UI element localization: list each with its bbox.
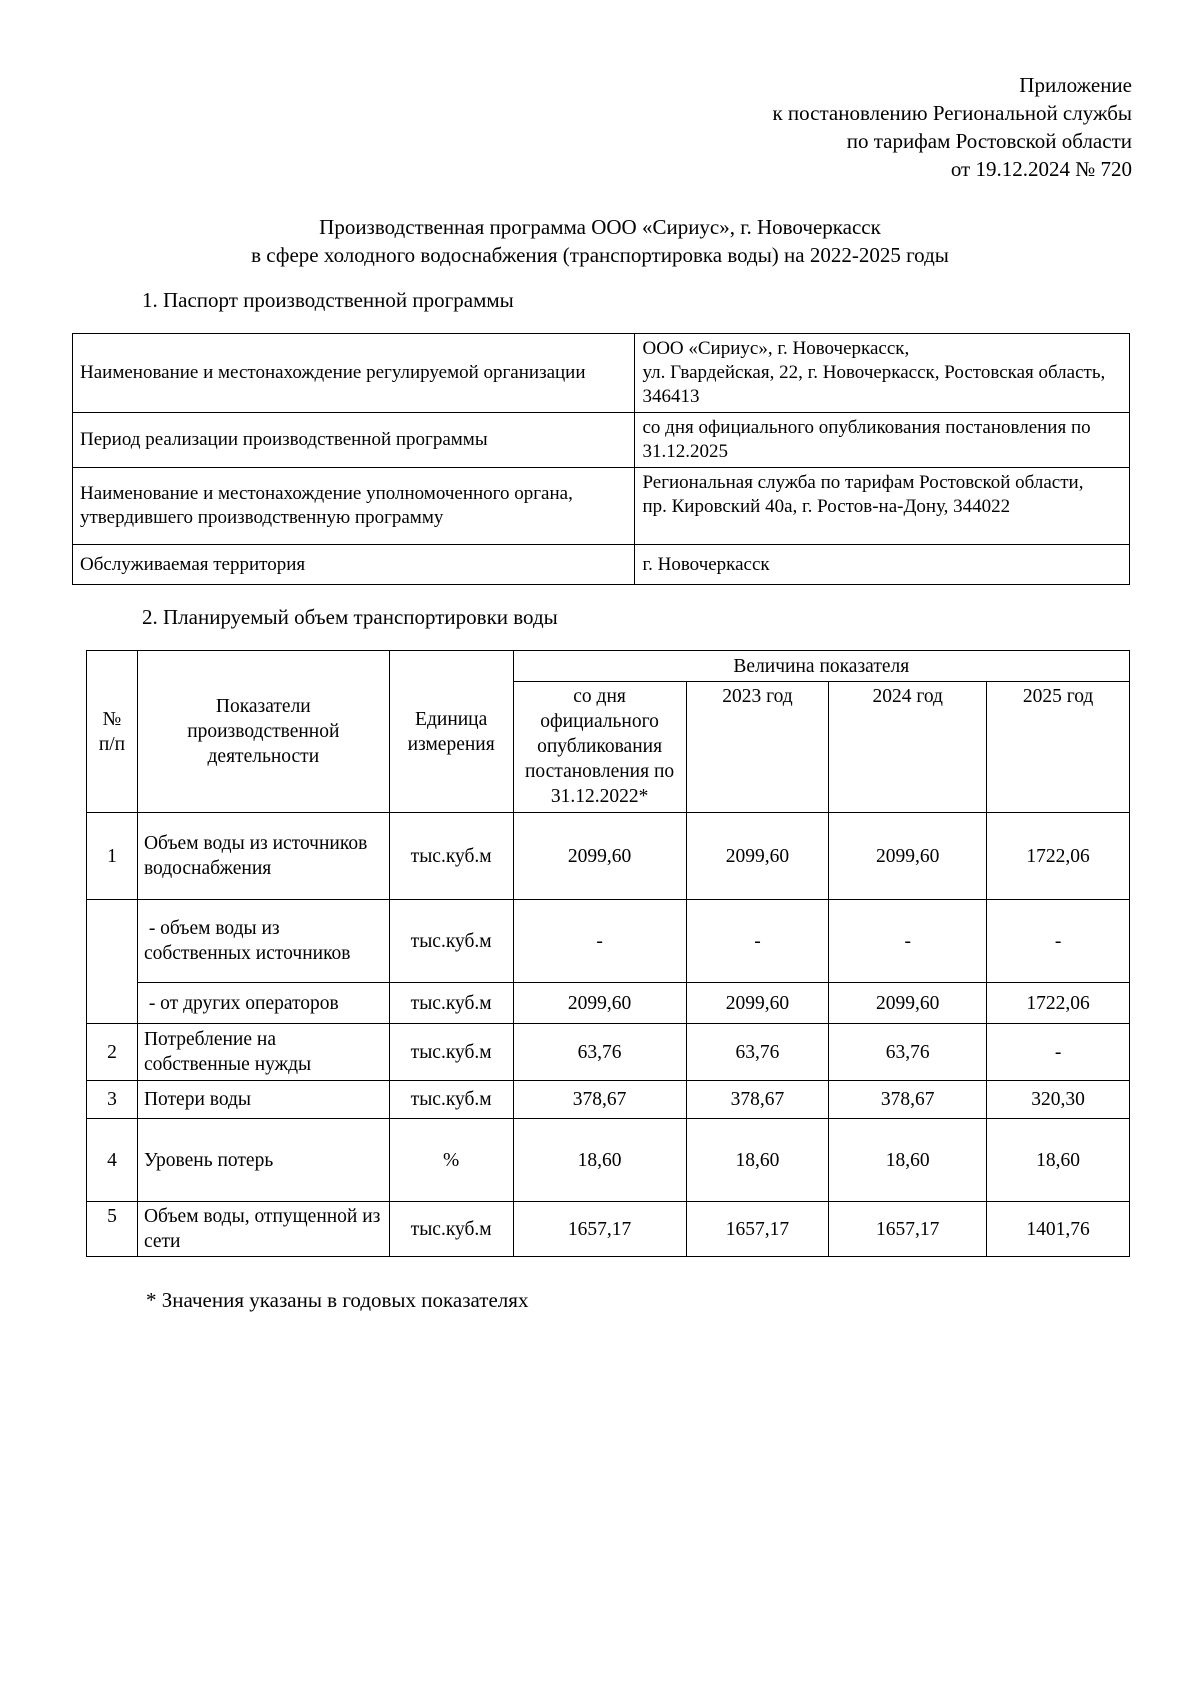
header-row — [87, 651, 1130, 682]
table-row — [87, 983, 1130, 1024]
header-value-group: Величина показателя — [513, 651, 1129, 682]
row-value: - — [987, 900, 1130, 983]
passport-value — [635, 468, 1130, 545]
passport-label: Наименование и местонахождение регулируемой организации — [73, 334, 635, 413]
table-row — [87, 813, 1130, 900]
row-value: 18,60 — [513, 1119, 686, 1202]
header-col-period-2022: со дня официального опубликования постановления по 31.12.2022* — [513, 682, 686, 813]
passport-value — [635, 545, 1130, 585]
row-value: 2099,60 — [513, 813, 686, 900]
row-value: 1657,17 — [686, 1202, 829, 1257]
row-value: 63,76 — [829, 1024, 987, 1081]
row-num: 5 — [87, 1202, 138, 1257]
header-unit: Единица измерения — [389, 651, 513, 813]
row-value: 320,30 — [987, 1081, 1130, 1119]
document-title — [0, 213, 1200, 269]
passport-label: Наименование и местонахождение уполномоченного органа, утвердившего производственную программу — [73, 468, 635, 545]
row-num: 4 — [87, 1119, 138, 1202]
row-unit: % — [389, 1119, 513, 1202]
row-value: 378,67 — [513, 1081, 686, 1119]
row-unit: тыс.куб.м — [389, 1202, 513, 1257]
appendix-line: по тарифам Ростовской области — [846, 129, 1132, 153]
row-value: 18,60 — [987, 1119, 1130, 1202]
row-value: 63,76 — [513, 1024, 686, 1081]
row-value: - — [829, 900, 987, 983]
passport-label: Обслуживаемая территория — [73, 545, 635, 585]
row-name: Уровень потерь — [137, 1119, 389, 1202]
row-value: - — [513, 900, 686, 983]
row-value: 18,60 — [829, 1119, 987, 1202]
passport-row — [73, 545, 1130, 585]
passport-row — [73, 413, 1130, 468]
row-value: 2099,60 — [686, 813, 829, 900]
row-value: 378,67 — [829, 1081, 987, 1119]
table-row — [87, 1024, 1130, 1081]
row-name: - объем воды из собственных источников — [137, 900, 389, 983]
volume-table — [86, 650, 1130, 1257]
row-value: - — [686, 900, 829, 983]
row-num: 3 — [87, 1081, 138, 1119]
row-unit: тыс.куб.м — [389, 983, 513, 1024]
row-name: - от других операторов — [137, 983, 389, 1024]
row-name: Объем воды, отпущенной из сети — [137, 1202, 389, 1257]
passport-value-line: ул. Гвардейская, 22, г. Новочеркасск, Ростовская область, 346413 — [642, 362, 1106, 407]
row-value: 1657,17 — [513, 1202, 686, 1257]
row-name: Потребление на собственные нужды — [137, 1024, 389, 1081]
row-value: - — [987, 1024, 1130, 1081]
appendix-line: к постановлению Региональной службы — [772, 101, 1132, 125]
row-unit: тыс.куб.м — [389, 900, 513, 983]
table-row — [87, 900, 1130, 983]
passport-value-line: Региональная служба по тарифам Ростовской области, — [642, 472, 1084, 493]
row-unit: тыс.куб.м — [389, 1081, 513, 1119]
table-row — [87, 1202, 1130, 1257]
header-col-2025: 2025 год — [987, 682, 1130, 813]
row-unit: тыс.куб.м — [389, 1024, 513, 1081]
row-value: 1722,06 — [987, 813, 1130, 900]
row-value: 1657,17 — [829, 1202, 987, 1257]
header-indicator: Показатели производственной деятельности — [137, 651, 389, 813]
passport-value-line: со дня официального опубликования постановления по 31.12.2025 — [642, 417, 1091, 462]
header-col-2023: 2023 год — [686, 682, 829, 813]
row-value: 2099,60 — [829, 983, 987, 1024]
appendix-line: Приложение — [1019, 73, 1132, 97]
row-value: 378,67 — [686, 1081, 829, 1119]
passport-value — [635, 334, 1130, 413]
row-value: 1401,76 — [987, 1202, 1130, 1257]
row-num — [87, 900, 138, 1024]
title-line: в сфере холодного водоснабжения (транспортировка воды) на 2022-2025 годы — [251, 243, 949, 267]
row-num: 2 — [87, 1024, 138, 1081]
footnote: * Значения указаны в годовых показателях — [146, 1288, 529, 1312]
passport-row — [73, 334, 1130, 413]
passport-table — [72, 333, 1130, 585]
row-num: 1 — [87, 813, 138, 900]
passport-value-line: пр. Кировский 40а, г. Ростов-на-Дону, 344022 — [642, 496, 1011, 517]
row-unit: тыс.куб.м — [389, 813, 513, 900]
header-col-2024: 2024 год — [829, 682, 987, 813]
appendix-line: от 19.12.2024 № 720 — [950, 157, 1132, 181]
section-heading-passport: 1. Паспорт производственной программы — [142, 288, 514, 312]
header-num: № п/п — [87, 651, 138, 813]
row-value: 63,76 — [686, 1024, 829, 1081]
passport-label: Период реализации производственной программы — [73, 413, 635, 468]
row-name: Объем воды из источников водоснабжения — [137, 813, 389, 900]
passport-row — [73, 468, 1130, 545]
row-value: 18,60 — [686, 1119, 829, 1202]
row-value: 2099,60 — [686, 983, 829, 1024]
row-value: 2099,60 — [513, 983, 686, 1024]
table-row — [87, 1119, 1130, 1202]
table-row — [87, 1081, 1130, 1119]
title-line: Производственная программа ООО «Сириус», г. Новочеркасск — [319, 215, 881, 239]
row-name: Потери воды — [137, 1081, 389, 1119]
row-value: 2099,60 — [829, 813, 987, 900]
passport-value-line: ООО «Сириус», г. Новочеркасск, — [642, 338, 910, 359]
section-heading-volume: 2. Планируемый объем транспортировки воды — [142, 605, 558, 629]
row-value: 1722,06 — [987, 983, 1130, 1024]
appendix-block — [772, 71, 1132, 183]
passport-value-line: г. Новочеркасск — [642, 553, 770, 575]
passport-value — [635, 413, 1130, 468]
